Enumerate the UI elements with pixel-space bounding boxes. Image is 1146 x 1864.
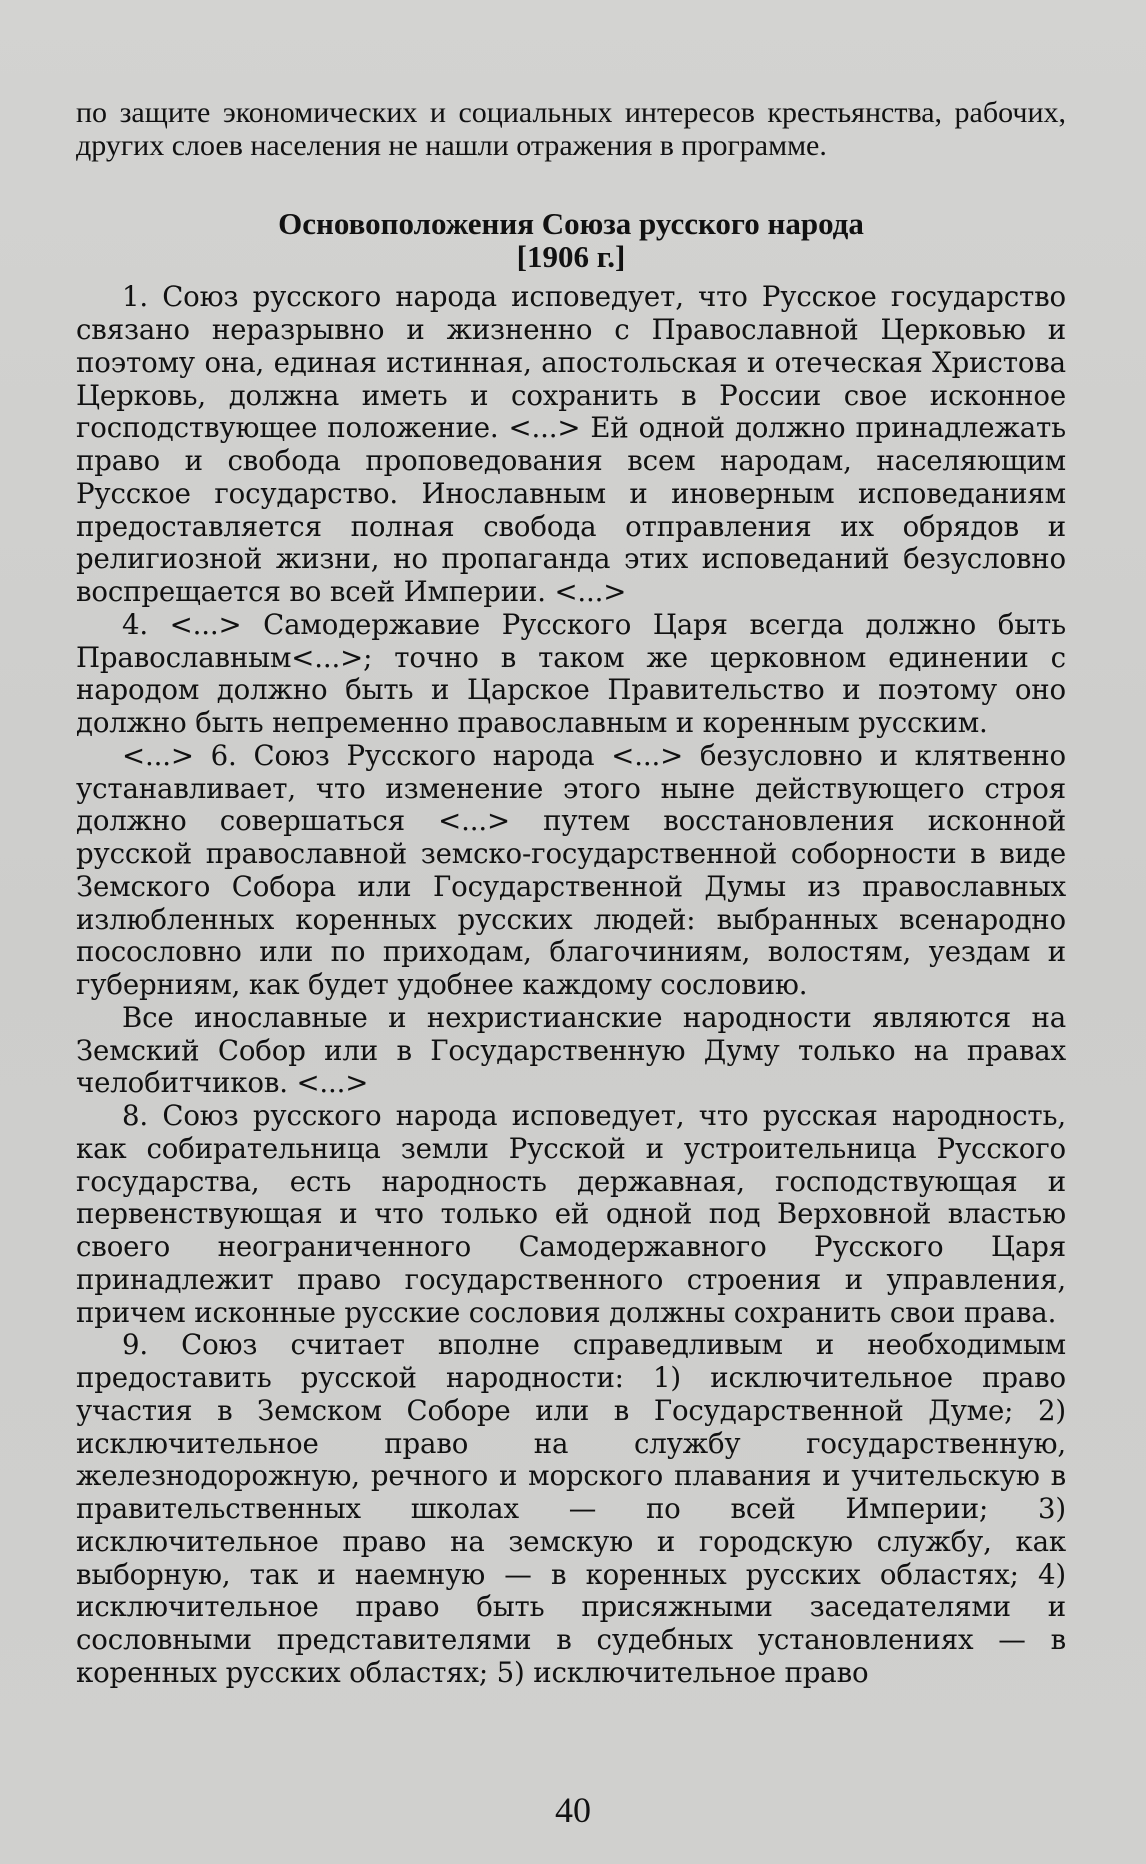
paragraph-6-continued: Все инославные и нехристианские народности являются на Земский Собор или в Государственную Думу только на правах челобитчиков. <...> — [76, 1000, 1066, 1100]
heading-title: Основоположения Союза русского народа — [278, 206, 864, 242]
paragraph-1: 1. Союз русского народа исповедует, что Русское государство связано неразрывно и жизненно с Православной Церковью и поэтому она, единая истинная, апостольская и отеческая Христова Церковь, должна иметь и сохранить в России свое исконное господствующее положение. <...> Ей одной должно принадлежать право и свобода проповедования всем народам, населяющим Русское государство. Инославным и иноверным исповеданиям предоставляется полная свобода отправления их обрядов и религиозной жизни, но пропаганда этих исповеданий безусловно воспрещается во всей Империи. <...> — [76, 280, 1066, 609]
paragraph-9: 9. Союз считает вполне справедливым и необходимым предоставить русской народности: 1) исключительное право участия в Земском Соборе или в Государственной Думе; 2) исключительное право на службу государственную, железнодорожную, речного и морского плавания и учительскую в правительственных школах — по всей Империи; 3) исключительное право на земскую и городскую службу, как выборную, так и наемную — в коренных русских областях; 4) исключительное право быть присяжными заседателями и сословными представителями в судебных установлениях — в коренных русских областях; 5) исключительное право — [76, 1328, 1066, 1689]
paragraph-6: <...> 6. Союз Русского народа <...> безусловно и клятвенно устанавливает, что изменение этого ныне действующего строя должно совершаться <...> путем восстановления исконной русской православной земско-государственной соборности в виде Земского Собора или Государственной Думы из православных излюбленных коренных русских людей: выбранных всенародно посословно или по приходам, благочиниям, волостям, уездам и губерниям, как будет удобнее каждому сословию. — [76, 738, 1066, 1002]
paragraph-4: 4. <...> Самодержавие Русского Царя всегда должно быть Православным<...>; точно в таком же церковном единении с народом должно быть и Царское Правительство и поэтому оно должно быть непременно православным и коренным русским. — [76, 607, 1066, 740]
paragraph-8: 8. Союз русского народа исповедует, что русская народность, как собирательница земли Русской и устроительница Русского государства, есть народность державная, господствующая и первенствующая и что только ей одной под Верховной властью своего неограниченного Самодержавного Русского Царя принадлежит право государственного строения и управления, причем исконные русские сословия должны сохранить свои права. — [76, 1099, 1066, 1329]
page-number: 40 — [555, 1790, 591, 1830]
section-heading — [76, 207, 1066, 273]
page-content — [76, 96, 1066, 1690]
intro-paragraph: по защите экономических и социальных интересов крестьянства, рабочих, других слоев населения не нашли отражения в программе. — [76, 96, 1066, 163]
heading-year: [1906 г.] — [516, 239, 626, 275]
